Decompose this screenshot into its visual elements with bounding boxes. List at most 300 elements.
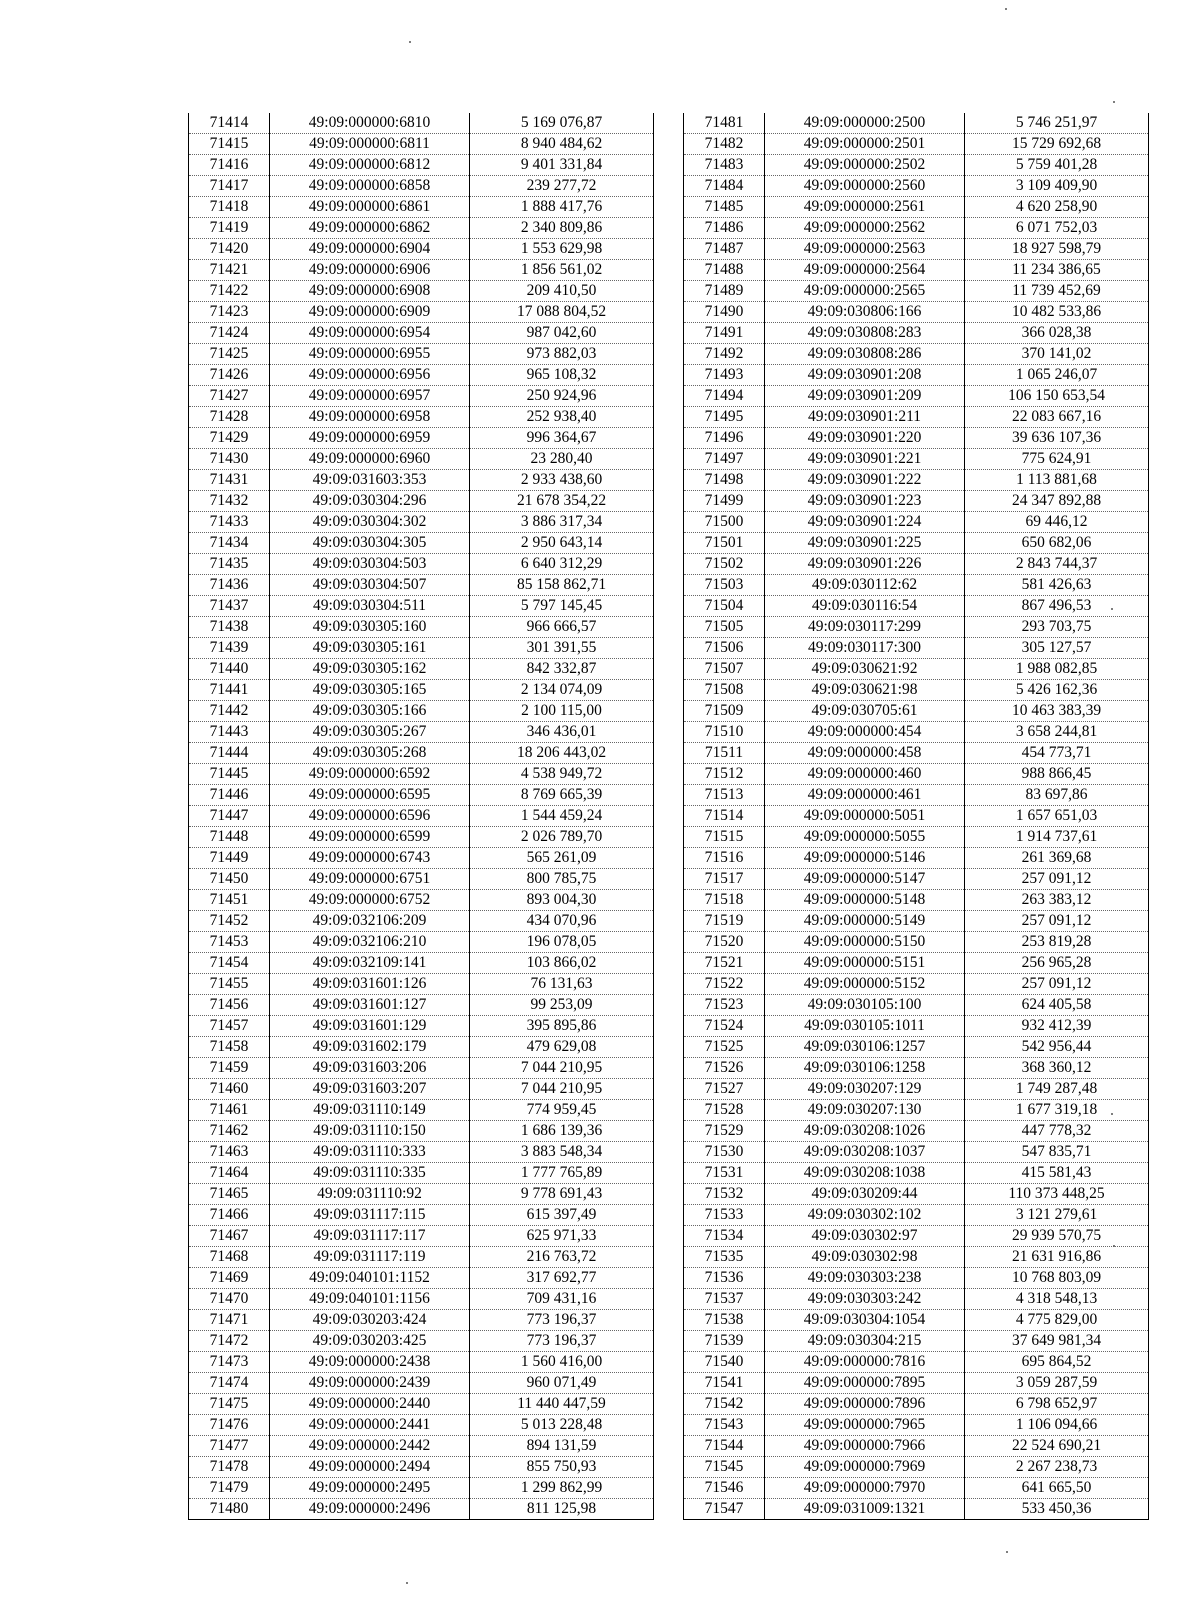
value-cell: 39 636 107,36	[965, 428, 1149, 449]
row-number-cell: 71459	[189, 1058, 270, 1079]
row-number-cell: 71490	[684, 302, 765, 323]
table-row	[189, 302, 654, 323]
table-row	[684, 1289, 1149, 1310]
cadastral-number-cell: 49:09:000000:2500	[765, 113, 965, 134]
value-cell: 867 496,53	[965, 596, 1149, 617]
table-row	[684, 281, 1149, 302]
value-cell: 615 397,49	[470, 1205, 654, 1226]
table-row	[189, 176, 654, 197]
value-cell: 2 134 074,09	[470, 680, 654, 701]
table-body-left	[189, 113, 654, 1520]
cadastral-number-cell: 49:09:031601:127	[270, 995, 470, 1016]
row-number-cell: 71545	[684, 1457, 765, 1478]
cadastral-number-cell: 49:09:000000:2438	[270, 1352, 470, 1373]
table-row	[189, 554, 654, 575]
value-cell: 250 924,96	[470, 386, 654, 407]
value-cell: 263 383,12	[965, 890, 1149, 911]
table-row	[189, 1457, 654, 1478]
table-row	[189, 1079, 654, 1100]
cadastral-number-cell: 49:09:030305:166	[270, 701, 470, 722]
row-number-cell: 71458	[189, 1037, 270, 1058]
cadastral-number-cell: 49:09:000000:2442	[270, 1436, 470, 1457]
table-row	[189, 890, 654, 911]
row-number-cell: 71475	[189, 1394, 270, 1415]
value-cell: 3 109 409,90	[965, 176, 1149, 197]
table-row	[684, 1226, 1149, 1247]
row-number-cell: 71516	[684, 848, 765, 869]
cadastral-number-cell: 49:09:000000:2501	[765, 134, 965, 155]
value-cell: 894 131,59	[470, 1436, 654, 1457]
table-row	[189, 1100, 654, 1121]
table-row	[684, 533, 1149, 554]
value-cell: 106 150 653,54	[965, 386, 1149, 407]
row-number-cell: 71536	[684, 1268, 765, 1289]
row-number-cell: 71547	[684, 1499, 765, 1520]
cadastral-number-cell: 49:09:031110:333	[270, 1142, 470, 1163]
value-cell: 366 028,38	[965, 323, 1149, 344]
table-row	[189, 197, 654, 218]
value-cell: 1 677 319,18	[965, 1100, 1149, 1121]
value-cell: 415 581,43	[965, 1163, 1149, 1184]
table-row	[189, 701, 654, 722]
value-cell: 5 759 401,28	[965, 155, 1149, 176]
cadastral-number-cell: 49:09:000000:2560	[765, 176, 965, 197]
value-cell: 1 856 561,02	[470, 260, 654, 281]
table-row	[684, 176, 1149, 197]
cadastral-number-cell: 49:09:000000:5055	[765, 827, 965, 848]
row-number-cell: 71506	[684, 638, 765, 659]
table-row	[684, 722, 1149, 743]
cadastral-number-cell: 49:09:030302:98	[765, 1247, 965, 1268]
value-cell: 773 196,37	[470, 1310, 654, 1331]
table-row	[684, 1499, 1149, 1520]
cadastral-number-cell: 49:09:000000:6858	[270, 176, 470, 197]
table-row	[189, 512, 654, 533]
row-number-cell: 71496	[684, 428, 765, 449]
cadastral-number-cell: 49:09:000000:6810	[270, 113, 470, 134]
row-number-cell: 71533	[684, 1205, 765, 1226]
table-row	[189, 1142, 654, 1163]
table-row	[189, 218, 654, 239]
table-row	[684, 680, 1149, 701]
cadastral-number-cell: 49:09:030304:215	[765, 1331, 965, 1352]
cadastral-number-cell: 49:09:031117:119	[270, 1247, 470, 1268]
row-number-cell: 71484	[684, 176, 765, 197]
cadastral-number-cell: 49:09:030304:507	[270, 575, 470, 596]
value-cell: 7 044 210,95	[470, 1079, 654, 1100]
table-row	[189, 764, 654, 785]
value-cell: 434 070,96	[470, 911, 654, 932]
value-cell: 1 065 246,07	[965, 365, 1149, 386]
cadastral-number-cell: 49:09:030117:300	[765, 638, 965, 659]
cadastral-number-cell: 49:09:030208:1038	[765, 1163, 965, 1184]
value-cell: 2 100 115,00	[470, 701, 654, 722]
cadastral-number-cell: 49:09:030901:226	[765, 554, 965, 575]
cadastral-number-cell: 49:09:000000:6599	[270, 827, 470, 848]
cadastral-number-cell: 49:09:030106:1257	[765, 1037, 965, 1058]
row-number-cell: 71494	[684, 386, 765, 407]
table-row	[189, 953, 654, 974]
row-number-cell: 71485	[684, 197, 765, 218]
value-cell: 4 620 258,90	[965, 197, 1149, 218]
row-number-cell: 71448	[189, 827, 270, 848]
row-number-cell: 71492	[684, 344, 765, 365]
cadastral-number-cell: 49:09:031110:92	[270, 1184, 470, 1205]
cadastral-number-cell: 49:09:030207:130	[765, 1100, 965, 1121]
table-row	[189, 323, 654, 344]
table-row	[189, 155, 654, 176]
row-number-cell: 71451	[189, 890, 270, 911]
table-row	[189, 344, 654, 365]
value-cell: 709 431,16	[470, 1289, 654, 1310]
cadastral-number-cell: 49:09:000000:6955	[270, 344, 470, 365]
value-cell: 9 778 691,43	[470, 1184, 654, 1205]
value-cell: 1 657 651,03	[965, 806, 1149, 827]
cadastral-number-cell: 49:09:030105:100	[765, 995, 965, 1016]
value-cell: 966 666,57	[470, 617, 654, 638]
value-cell: 1 777 765,89	[470, 1163, 654, 1184]
table-row	[189, 1436, 654, 1457]
row-number-cell: 71487	[684, 239, 765, 260]
table-row	[189, 386, 654, 407]
table-row	[189, 281, 654, 302]
value-cell: 1 686 139,36	[470, 1121, 654, 1142]
row-number-cell: 71449	[189, 848, 270, 869]
value-cell: 261 369,68	[965, 848, 1149, 869]
row-number-cell: 71515	[684, 827, 765, 848]
cadastral-number-cell: 49:09:030208:1037	[765, 1142, 965, 1163]
table-row	[684, 890, 1149, 911]
table-row	[189, 932, 654, 953]
row-number-cell: 71427	[189, 386, 270, 407]
cadastral-number-cell: 49:09:000000:6595	[270, 785, 470, 806]
table-row	[684, 806, 1149, 827]
scan-speck	[1006, 1551, 1008, 1553]
value-cell: 3 886 317,34	[470, 512, 654, 533]
row-number-cell: 71493	[684, 365, 765, 386]
value-cell: 11 440 447,59	[470, 1394, 654, 1415]
table-row	[684, 638, 1149, 659]
cadastral-number-cell: 49:09:030304:305	[270, 533, 470, 554]
value-cell: 22 083 667,16	[965, 407, 1149, 428]
cadastral-number-cell: 49:09:031110:149	[270, 1100, 470, 1121]
row-number-cell: 71508	[684, 680, 765, 701]
value-cell: 5 746 251,97	[965, 113, 1149, 134]
value-cell: 775 624,91	[965, 449, 1149, 470]
row-number-cell: 71532	[684, 1184, 765, 1205]
cadastral-number-cell: 49:09:031110:335	[270, 1163, 470, 1184]
value-cell: 4 538 949,72	[470, 764, 654, 785]
cadastral-number-cell: 49:09:000000:2494	[270, 1457, 470, 1478]
cadastral-number-cell: 49:09:031603:207	[270, 1079, 470, 1100]
cadastral-number-cell: 49:09:000000:5051	[765, 806, 965, 827]
value-cell: 3 121 279,61	[965, 1205, 1149, 1226]
value-cell: 4 318 548,13	[965, 1289, 1149, 1310]
value-cell: 855 750,93	[470, 1457, 654, 1478]
row-number-cell: 71521	[684, 953, 765, 974]
row-number-cell: 71488	[684, 260, 765, 281]
row-number-cell: 71456	[189, 995, 270, 1016]
cadastral-table-left	[188, 113, 654, 1520]
value-cell: 37 649 981,34	[965, 1331, 1149, 1352]
table-row	[189, 617, 654, 638]
row-number-cell: 71520	[684, 932, 765, 953]
value-cell: 239 277,72	[470, 176, 654, 197]
table-row	[189, 1037, 654, 1058]
cadastral-number-cell: 49:09:000000:5146	[765, 848, 965, 869]
value-cell: 10 482 533,86	[965, 302, 1149, 323]
row-number-cell: 71528	[684, 1100, 765, 1121]
cadastral-number-cell: 49:09:000000:6592	[270, 764, 470, 785]
value-cell: 2 340 809,86	[470, 218, 654, 239]
row-number-cell: 71540	[684, 1352, 765, 1373]
scan-speck	[1113, 101, 1115, 103]
row-number-cell: 71479	[189, 1478, 270, 1499]
cadastral-number-cell: 49:09:030116:54	[765, 596, 965, 617]
value-cell: 5 169 076,87	[470, 113, 654, 134]
cadastral-number-cell: 49:09:000000:2562	[765, 218, 965, 239]
cadastral-number-cell: 49:09:030203:425	[270, 1331, 470, 1352]
table-row	[189, 1373, 654, 1394]
row-number-cell: 71476	[189, 1415, 270, 1436]
table-row	[189, 785, 654, 806]
value-cell: 18 927 598,79	[965, 239, 1149, 260]
cadastral-number-cell: 49:09:000000:5149	[765, 911, 965, 932]
row-number-cell: 71432	[189, 491, 270, 512]
row-number-cell: 71438	[189, 617, 270, 638]
table-row	[684, 491, 1149, 512]
value-cell: 257 091,12	[965, 869, 1149, 890]
cadastral-number-cell: 49:09:000000:6956	[270, 365, 470, 386]
row-number-cell: 71524	[684, 1016, 765, 1037]
table-row	[684, 1268, 1149, 1289]
table-row	[189, 1205, 654, 1226]
cadastral-number-cell: 49:09:000000:2495	[270, 1478, 470, 1499]
table-row	[684, 1184, 1149, 1205]
value-cell: 1 553 629,98	[470, 239, 654, 260]
table-row	[189, 533, 654, 554]
value-cell: 99 253,09	[470, 995, 654, 1016]
table-row	[189, 365, 654, 386]
table-row	[684, 659, 1149, 680]
value-cell: 11 739 452,69	[965, 281, 1149, 302]
table-row	[684, 1310, 1149, 1331]
value-cell: 21 631 916,86	[965, 1247, 1149, 1268]
row-number-cell: 71518	[684, 890, 765, 911]
table-row	[684, 743, 1149, 764]
table-row	[684, 365, 1149, 386]
value-cell: 565 261,09	[470, 848, 654, 869]
row-number-cell: 71546	[684, 1478, 765, 1499]
cadastral-number-cell: 49:09:031602:179	[270, 1037, 470, 1058]
row-number-cell: 71500	[684, 512, 765, 533]
row-number-cell: 71414	[189, 113, 270, 134]
row-number-cell: 71497	[684, 449, 765, 470]
cadastral-number-cell: 49:09:000000:6752	[270, 890, 470, 911]
table-row	[684, 386, 1149, 407]
cadastral-number-cell: 49:09:030901:225	[765, 533, 965, 554]
row-number-cell: 71504	[684, 596, 765, 617]
cadastral-number-cell: 49:09:000000:6906	[270, 260, 470, 281]
table-row	[189, 596, 654, 617]
cadastral-number-cell: 49:09:031601:126	[270, 974, 470, 995]
table-row	[189, 113, 654, 134]
value-cell: 256 965,28	[965, 953, 1149, 974]
row-number-cell: 71486	[684, 218, 765, 239]
table-row	[189, 1499, 654, 1520]
table-row	[189, 1058, 654, 1079]
table-row	[684, 323, 1149, 344]
cadastral-number-cell: 49:09:030304:511	[270, 596, 470, 617]
cadastral-number-cell: 49:09:030901:211	[765, 407, 965, 428]
table-row	[684, 1331, 1149, 1352]
table-row	[189, 1415, 654, 1436]
scan-speck	[1111, 1113, 1113, 1115]
cadastral-number-cell: 49:09:000000:454	[765, 722, 965, 743]
cadastral-number-cell: 49:09:030621:92	[765, 659, 965, 680]
row-number-cell: 71453	[189, 932, 270, 953]
table-row	[684, 1037, 1149, 1058]
row-number-cell: 71517	[684, 869, 765, 890]
table-row	[684, 911, 1149, 932]
row-number-cell: 71460	[189, 1079, 270, 1100]
row-number-cell: 71491	[684, 323, 765, 344]
value-cell: 5 797 145,45	[470, 596, 654, 617]
value-cell: 960 071,49	[470, 1373, 654, 1394]
row-number-cell: 71420	[189, 239, 270, 260]
table-row	[189, 995, 654, 1016]
row-number-cell: 71478	[189, 1457, 270, 1478]
value-cell: 479 629,08	[470, 1037, 654, 1058]
cadastral-number-cell: 49:09:000000:5152	[765, 974, 965, 995]
table-row	[189, 491, 654, 512]
value-cell: 6 640 312,29	[470, 554, 654, 575]
row-number-cell: 71527	[684, 1079, 765, 1100]
cadastral-number-cell: 49:09:030207:129	[765, 1079, 965, 1100]
table-row	[684, 449, 1149, 470]
cadastral-number-cell: 49:09:030705:61	[765, 701, 965, 722]
table-row	[189, 638, 654, 659]
cadastral-number-cell: 49:09:030106:1258	[765, 1058, 965, 1079]
row-number-cell: 71425	[189, 344, 270, 365]
cadastral-number-cell: 49:09:030901:209	[765, 386, 965, 407]
cadastral-number-cell: 49:09:030209:44	[765, 1184, 965, 1205]
value-cell: 2 267 238,73	[965, 1457, 1149, 1478]
table-row	[684, 617, 1149, 638]
value-cell: 257 091,12	[965, 911, 1149, 932]
cadastral-number-cell: 49:09:030303:238	[765, 1268, 965, 1289]
cadastral-number-cell: 49:09:030302:102	[765, 1205, 965, 1226]
value-cell: 3 658 244,81	[965, 722, 1149, 743]
table-row	[189, 1268, 654, 1289]
table-row	[189, 1226, 654, 1247]
value-cell: 9 401 331,84	[470, 155, 654, 176]
row-number-cell: 71503	[684, 575, 765, 596]
scan-speck	[1005, 8, 1007, 10]
row-number-cell: 71522	[684, 974, 765, 995]
value-cell: 305 127,57	[965, 638, 1149, 659]
cadastral-number-cell: 49:09:000000:5151	[765, 953, 965, 974]
row-number-cell: 71470	[189, 1289, 270, 1310]
row-number-cell: 71435	[189, 554, 270, 575]
table-row	[189, 1310, 654, 1331]
scan-speck	[409, 41, 411, 43]
table-row	[189, 722, 654, 743]
row-number-cell: 71462	[189, 1121, 270, 1142]
row-number-cell: 71481	[684, 113, 765, 134]
table-row	[189, 1352, 654, 1373]
cadastral-number-cell: 49:09:030305:160	[270, 617, 470, 638]
value-cell: 1 988 082,85	[965, 659, 1149, 680]
cadastral-number-cell: 49:09:000000:6743	[270, 848, 470, 869]
table-row	[684, 869, 1149, 890]
row-number-cell: 71513	[684, 785, 765, 806]
value-cell: 773 196,37	[470, 1331, 654, 1352]
table-row	[189, 1394, 654, 1415]
row-number-cell: 71495	[684, 407, 765, 428]
row-number-cell: 71468	[189, 1247, 270, 1268]
row-number-cell: 71489	[684, 281, 765, 302]
value-cell: 5 426 162,36	[965, 680, 1149, 701]
value-cell: 447 778,32	[965, 1121, 1149, 1142]
cadastral-number-cell: 49:09:031603:353	[270, 470, 470, 491]
table-body-right	[684, 113, 1149, 1520]
row-number-cell: 71424	[189, 323, 270, 344]
table-row	[189, 1163, 654, 1184]
table-row	[189, 239, 654, 260]
cadastral-number-cell: 49:09:000000:460	[765, 764, 965, 785]
table-row	[189, 1331, 654, 1352]
cadastral-number-cell: 49:09:030302:97	[765, 1226, 965, 1247]
table-row	[684, 974, 1149, 995]
cadastral-number-cell: 49:09:032106:210	[270, 932, 470, 953]
cadastral-number-cell: 49:09:000000:6861	[270, 197, 470, 218]
value-cell: 1 113 881,68	[965, 470, 1149, 491]
value-cell: 317 692,77	[470, 1268, 654, 1289]
row-number-cell: 71531	[684, 1163, 765, 1184]
cadastral-number-cell: 49:09:030304:503	[270, 554, 470, 575]
cadastral-number-cell: 49:09:000000:6960	[270, 449, 470, 470]
cadastral-number-cell: 49:09:030105:1011	[765, 1016, 965, 1037]
row-number-cell: 71477	[189, 1436, 270, 1457]
table-row	[189, 743, 654, 764]
table-row	[189, 470, 654, 491]
table-row	[684, 113, 1149, 134]
value-cell: 800 785,75	[470, 869, 654, 890]
value-cell: 641 665,50	[965, 1478, 1149, 1499]
table-row	[684, 1478, 1149, 1499]
table-row	[189, 659, 654, 680]
table-row	[684, 1205, 1149, 1226]
cadastral-number-cell: 49:09:030305:267	[270, 722, 470, 743]
cadastral-number-cell: 49:09:000000:2496	[270, 1499, 470, 1520]
value-cell: 257 091,12	[965, 974, 1149, 995]
row-number-cell: 71437	[189, 596, 270, 617]
table-row	[189, 1016, 654, 1037]
row-number-cell: 71418	[189, 197, 270, 218]
table-row	[684, 260, 1149, 281]
table-row	[189, 1289, 654, 1310]
row-number-cell: 71514	[684, 806, 765, 827]
cadastral-number-cell: 49:09:000000:2439	[270, 1373, 470, 1394]
row-number-cell: 71431	[189, 470, 270, 491]
row-number-cell: 71465	[189, 1184, 270, 1205]
cadastral-number-cell: 49:09:031009:1321	[765, 1499, 965, 1520]
table-row	[684, 1016, 1149, 1037]
cadastral-number-cell: 49:09:000000:7896	[765, 1394, 965, 1415]
cadastral-number-cell: 49:09:000000:6959	[270, 428, 470, 449]
value-cell: 2 933 438,60	[470, 470, 654, 491]
